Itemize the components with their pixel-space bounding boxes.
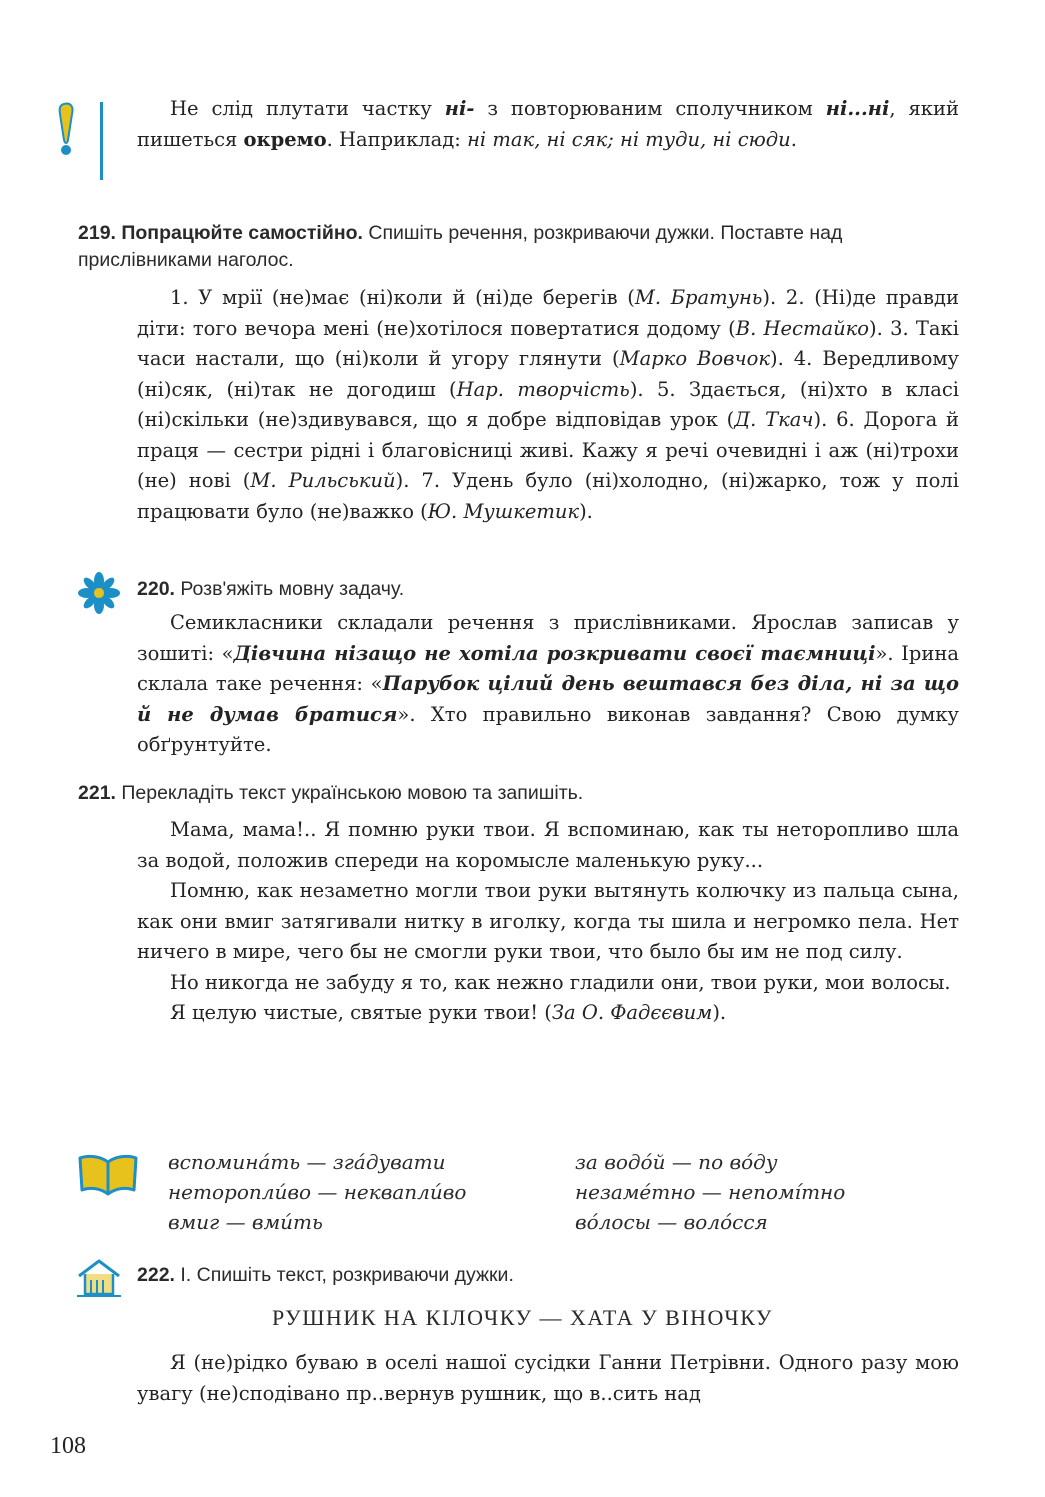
text-title: РУШНИК НА КІЛОЧКУ — ХАТА У ВІНОЧКУ [271,1305,774,1330]
exercise-221-paragraph-3: Но никогда не забуду я то, как нежно гладили они, твои руки, мои волосы. [170,970,951,994]
vocab-item: вспоминáть — згáдувати [168,1150,446,1174]
exercise-220-text: Семикласники складали речення з прислівниками. Ярослав записав у зошиті: «Дівчина нізащо не хотіла розкривати своєї таємниці». Ірина склала таке речення: «Парубок цілий день вештався без діла, ні за що й не думав братися». Хто правильно виконав завдання? Свою думку обґрунтуйте. [137,611,959,756]
exclamation-icon [56,100,112,184]
exercise-222-heading: 222. І. Спишіть текст, розкриваючи дужки. [137,1264,514,1286]
exercise-219-text: 1. У мрії (не)має (ні)коли й (ні)де берегів (М. Братунь). 2. (Ні)де правди діти: того вечора мені (не)хотілося повертатися додому (В. Нестайко). 3. Такі часи настали, що (ні)коли й угору глянути (Марко Вовчок). 4. Вередливому (ні)сяк, (ні)так не догодиш (Нар. творчість). 5. Здається, (ні)хто в класі (ні)скільки (не)здивувався, що я добре відповідав урок (Д. Ткач). 6. Дорога й праця — сестри рідні і благовісниці живі. Кажу я речі очевидні і аж (ні)трохи (не) нові (М. Рильський). 7. Удень було (ні)холодно, (ні)жарко, тож у полі працювати було (не)важко (Ю. Мушкетик). [137,286,959,523]
house-icon [76,1258,122,1298]
flower-icon [78,572,120,614]
exercise-221-paragraph-4: Я целую чистые, святые руки твои! (За О. Фадєєвим). [170,1001,727,1024]
vocab-item: незамéтно — непомíтно [575,1180,846,1204]
exercise-220-heading: 220. Розв'яжіть мовну задачу. [137,578,405,600]
vocab-item: вмиг — вмúть [168,1210,323,1234]
exercise-219-heading: 219. Попрацюйте самостійно. Спишіть речення, розкриваючи дужки. Поставте над прислівниками наголос. [78,222,843,271]
exercise-222-text: Я (не)рідко буваю в оселі нашої сусідки Ганни Петрівни. Одного разу мою увагу (не)сподівано пр..вернув рушник, що в..сить над [137,1351,959,1405]
vocab-item: неторопли́во — некваплúво [168,1180,467,1204]
exercise-221-paragraph-2: Помню, как незаметно могли твои руки вытянуть колючку из пальца сына, как они вмиг затягивали нитку в иголку, когда ты шила и негромко пела. Нет ничего в мире, чего бы не смогли руки твои, что было бы им не под силу. [137,879,959,963]
vocab-item: вóлосы — волóсся [575,1210,768,1234]
exercise-221-paragraph-1: Мама, мама!.. Я помню руки твои. Я вспоминаю, как ты неторопливо шла за водой, положив спереди на коромысле маленькую руку... [137,818,959,872]
exercise-221-text [137,815,959,1029]
vocab-item: за водóй — по вóду [575,1150,778,1174]
note-text: Не слід плутати частку ні- з повторюваним сполучником ні...ні, який пишеться окремо. Наприклад: ні так, ні сяк; ні туди, ні сюди. [137,97,959,151]
open-book-icon [76,1152,140,1198]
exercise-221-heading: 221. Перекладіть текст українською мовою та запишіть. [78,782,584,804]
page-number: 108 [50,1433,86,1459]
